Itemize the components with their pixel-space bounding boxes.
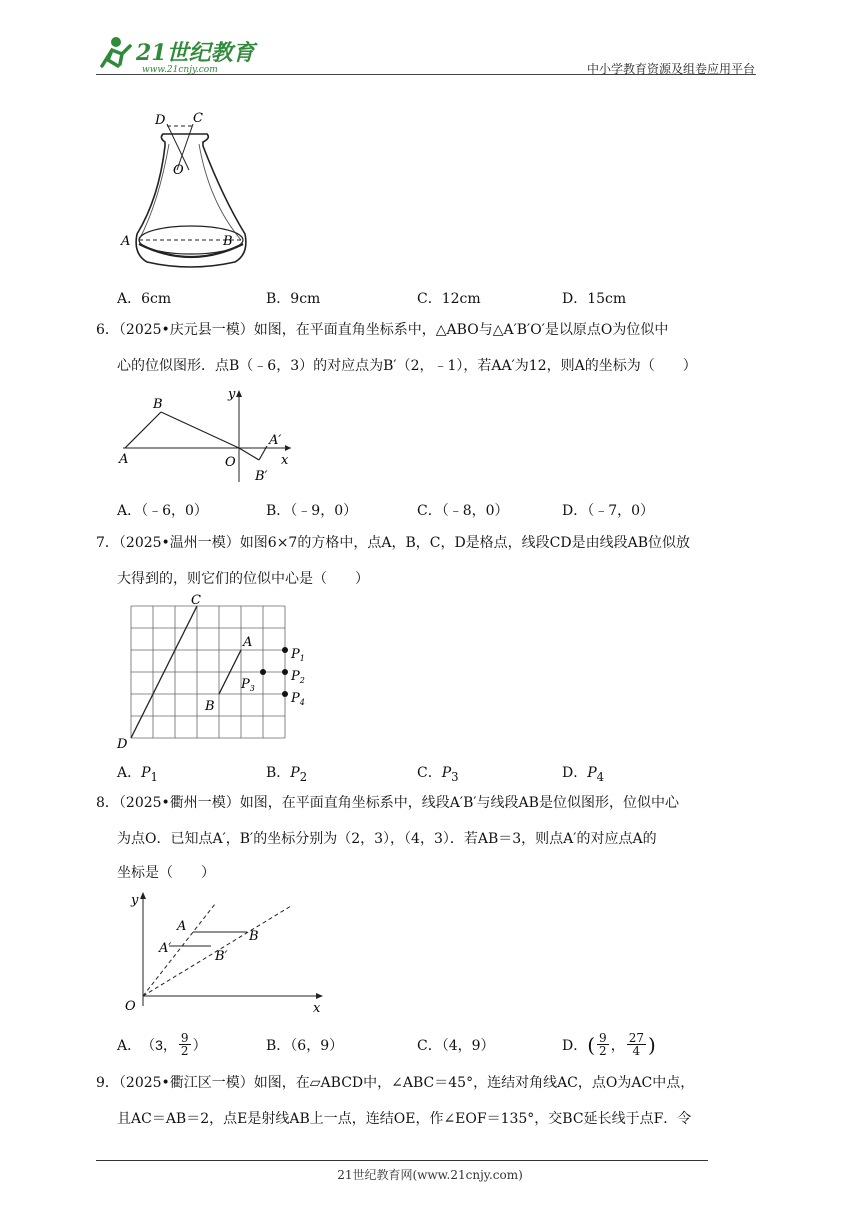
q9-stem-line1: 9．（2025•衢江区一模）如图，在▱ABCD中，∠ABC＝45°，连结对角线AC，点O为AC中点， xyxy=(96,1075,695,1091)
q7-label-p2: $P_2$ xyxy=(291,669,305,685)
footer-divider xyxy=(96,1160,708,1161)
q8-label-b: B xyxy=(249,929,259,944)
logo-url: www.21cnjy.com xyxy=(142,65,218,75)
q5-label-c: C xyxy=(193,111,203,126)
q8-label-a: A xyxy=(177,919,187,934)
logo-text: 21世纪教育 xyxy=(136,40,255,66)
q8-label-a-prime: A′ xyxy=(159,941,172,956)
q8-stem-line1: 8．（2025•衢州一模）如图，在平面直角坐标系中，线段A′B′与线段AB是位似图形，位似中心 xyxy=(96,795,679,811)
q7-label-p4: $P_4$ xyxy=(291,691,305,707)
q7-stem-line2: 大得到的，则它们的位似中心是（ ） xyxy=(117,571,369,587)
q8-stem-line2: 为点O．已知点A′，B′的坐标分别为（2，3），（4，3）．若AB＝3，则点A′的对应点A的 xyxy=(117,831,657,847)
q9-stem-line2: 且AC＝AB＝2，点E是射线AB上一点，连结OE，作∠EOF＝135°，交BC延长线于点F．令 xyxy=(117,1111,692,1127)
q7-label-p3: $P_3$ xyxy=(241,677,255,693)
q7-label-c: C xyxy=(191,593,201,608)
runner-logo-icon xyxy=(96,36,266,76)
q7-label-b: B xyxy=(205,699,215,714)
q7-option-a[interactable]: A．$P_1$ xyxy=(117,765,158,784)
q8-figure xyxy=(115,888,335,1022)
q7-option-b[interactable]: B．$P_2$ xyxy=(266,765,308,784)
q7-option-d[interactable]: D．$P_4$ xyxy=(562,765,605,784)
q6-figure xyxy=(115,386,305,490)
q7-label-p1: $P_1$ xyxy=(291,647,305,663)
q5-option-d[interactable]: D．15cm xyxy=(562,291,627,307)
q5-label-b: B xyxy=(223,234,233,249)
q8-option-b[interactable]: B．（6，9） xyxy=(266,1038,344,1054)
q8-label-b-prime: B′ xyxy=(215,949,228,964)
q6-option-c[interactable]: C．（﹣8，0） xyxy=(417,503,509,519)
q6-option-b[interactable]: B．（﹣9，0） xyxy=(266,503,358,519)
q5-label-o: O xyxy=(173,163,184,178)
q8-label-y: y xyxy=(131,893,139,908)
q7-label-d: D xyxy=(117,737,128,752)
q7-label-a: A xyxy=(243,635,253,650)
q6-option-d[interactable]: D．（﹣7，0） xyxy=(562,503,655,519)
header-title: 中小学教育资源及组卷应用平台 xyxy=(586,62,755,76)
q6-label-o: O xyxy=(225,455,236,470)
header-divider xyxy=(96,74,756,75)
q5-figure xyxy=(115,108,265,277)
footer-text: 21世纪教育网(www.21cnjy.com) xyxy=(337,1168,523,1182)
q6-stem-line1: 6．（2025•庆元县一模）如图，在平面直角坐标系中，△ABO与△A′B′O′是以原点O为位似中 xyxy=(96,322,669,338)
q6-label-a-prime: A′ xyxy=(269,433,282,448)
q6-label-y: y xyxy=(228,387,236,402)
q5-option-a[interactable]: A．6cm xyxy=(117,291,172,307)
header-logo xyxy=(96,36,266,76)
q7-figure xyxy=(115,592,325,758)
q8-label-o: O xyxy=(125,999,136,1014)
q8-option-d[interactable]: D． ( 9 2 ， 27 4 ) xyxy=(562,1031,656,1058)
q5-option-b[interactable]: B．9cm xyxy=(266,291,321,307)
q6-label-b-prime: B′ xyxy=(255,469,268,484)
q6-label-a: A xyxy=(119,452,129,467)
q8-option-a[interactable]: A． （3， 9 2 ） xyxy=(117,1031,207,1058)
q6-option-a[interactable]: A．（﹣6，0） xyxy=(117,503,208,519)
q5-label-a: A xyxy=(121,234,131,249)
q6-label-b: B xyxy=(153,397,163,412)
q7-stem-line1: 7．（2025•温州一模）如图6×7的方格中，点A，B，C，D是格点，线段CD是由线段AB位似放 xyxy=(96,535,691,551)
q6-label-x: x xyxy=(281,453,289,468)
q5-label-d: D xyxy=(155,113,166,128)
q5-option-c[interactable]: C．12cm xyxy=(417,291,481,307)
q8-stem-line3: 坐标是（ ） xyxy=(117,865,215,881)
q8-option-c[interactable]: C．（4，9） xyxy=(417,1038,495,1054)
q7-option-c[interactable]: C．$P_3$ xyxy=(417,765,459,784)
q6-stem-line2: 心的位似图形．点B（﹣6，3）的对应点为B′（2，﹣1），若AA′为12，则A的坐标为（ ） xyxy=(117,358,697,374)
q8-label-x: x xyxy=(313,1001,321,1016)
